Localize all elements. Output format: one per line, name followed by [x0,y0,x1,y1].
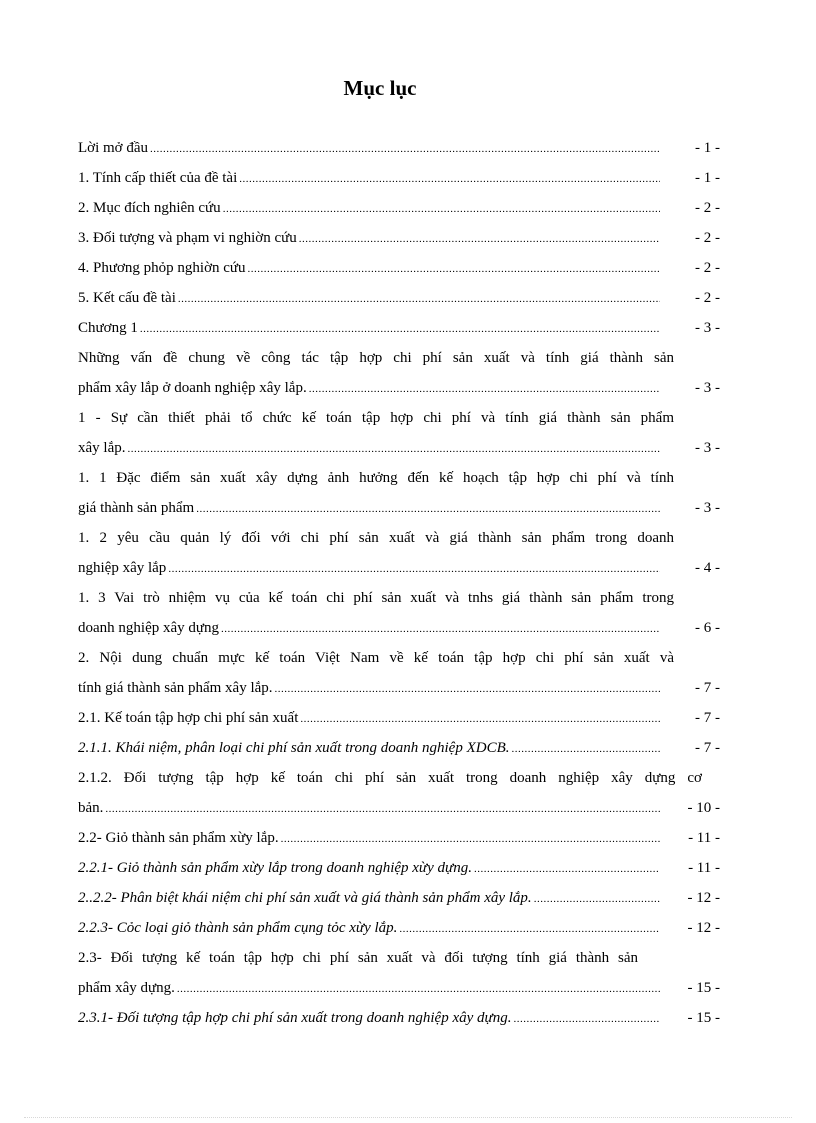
dot-leader [177,974,660,1004]
toc-entry[interactable] [78,913,720,943]
dot-leader [309,374,660,404]
page-title: Mục lục [343,76,417,100]
toc-entry-text: 2.1.1. Khái niệm, phân loại chi phí sản xuất trong doanh nghiệp XDCB. [78,740,510,756]
toc-page-number: - 3 - [695,440,720,456]
toc-entry-text: giá thành sản phẩm [78,500,195,516]
toc-entry-text: 4. Phương phỏp nghiờn cứu [78,260,246,276]
toc-entry-text: phẩm xây lắp ở doanh nghiệp xây lắp. [78,380,307,396]
toc-entry-text: bản. [78,800,104,816]
toc-entry-text: 1. 2 yêu cầu quản lý đối với chi phí sản xuất và giá thành sản phẩm trong doanh [78,530,674,546]
toc-page-number: - 4 - [695,560,720,576]
toc-entry-text: 2. Nội dung chuẩn mực kế toán Việt Nam về kế toán tập hợp chi phí sản xuất và [78,650,674,666]
toc-entry-text: 2..2.2- Phân biệt khái niệm chi phí sản xuất và giá thành sản phẩm xây lắp. [78,890,532,906]
toc-page-number: - 7 - [695,740,720,756]
dot-leader [239,164,660,194]
toc-entry-text: 3. Đối tượng và phạm vi nghiờn cứu [78,230,297,246]
toc-entry-text: Những vấn đề chung về công tác tập hợp chi phí sản xuất và tính giá thành sản [78,350,674,366]
dot-leader [275,674,660,704]
toc-entry[interactable] [78,973,720,1003]
toc-page-number: - 3 - [695,500,720,516]
toc-entry[interactable] [78,703,720,733]
toc-page-number: - 6 - [695,620,720,636]
toc-page-number: - 11 - [688,860,720,876]
toc-entry-text: 1. 3 Vai trò nhiệm vụ của kế toán chi phí sản xuất và tnhs giá thành sản phẩm trong [78,590,674,606]
toc-entry-text: Lời mở đầu [78,140,149,156]
dot-leader [399,914,660,944]
toc-entry[interactable] [78,673,720,703]
toc-page-number: - 2 - [695,260,720,276]
dot-leader [168,554,660,584]
toc-entry-line1[interactable] [78,343,720,373]
table-of-contents [78,133,720,1033]
toc-entry-line1[interactable] [78,583,720,613]
toc-entry[interactable] [78,1003,720,1033]
toc-entry[interactable] [78,793,720,823]
toc-page-number: - 12 - [687,920,720,936]
toc-entry[interactable] [78,493,720,523]
toc-page-number: - 1 - [695,140,720,156]
toc-entry[interactable] [78,883,720,913]
toc-page-number: - 2 - [695,230,720,246]
dot-leader [196,494,660,524]
dot-leader [299,224,660,254]
toc-entry-text: 2.2.3- Cỏc loại giỏ thành sản phẩm cụng tỏc xừy lắp. [78,920,398,936]
toc-entry-line1[interactable] [78,463,720,493]
toc-entry[interactable] [78,253,720,283]
toc-entry[interactable] [78,373,720,403]
toc-entry-text: 2.2- Giỏ thành sản phẩm xừy lắp. [78,830,279,846]
toc-entry-line1[interactable] [78,943,720,973]
toc-page-number: - 3 - [695,380,720,396]
dot-leader [512,734,660,764]
dot-leader [281,824,660,854]
toc-entry-line1[interactable] [78,403,720,433]
toc-entry-text: 2.1.2. Đối tượng tập hợp kế toán chi phí sản xuất trong doanh nghiệp xây dựng cơ [78,770,702,786]
toc-page-number: - 12 - [687,890,720,906]
toc-page-number: - 2 - [695,290,720,306]
toc-entry-line1[interactable] [78,643,720,673]
toc-entry-text: xây lắp. [78,440,126,456]
toc-page-number: - 15 - [687,980,720,996]
toc-entry-text: doanh nghiệp xây dựng [78,620,220,636]
toc-page-number: - 11 - [688,830,720,846]
toc-entry[interactable] [78,613,720,643]
toc-entry-text: Chương 1 [78,320,138,336]
toc-entry[interactable] [78,433,720,463]
toc-entry-text: 2. Mục đích nghiên cứu [78,200,221,216]
toc-entry-text: phẩm xây dựng. [78,980,175,996]
dot-leader [105,794,660,824]
toc-page-number: - 1 - [695,170,720,186]
dot-leader [248,254,660,284]
toc-entry-text: 1. 1 Đặc điểm sản xuất xây dựng ảnh hưởng đến kế hoạch tập hợp chi phí và tính [78,470,674,486]
toc-entry-text: nghiệp xây lắp [78,560,167,576]
dot-leader [150,134,660,164]
toc-entry[interactable] [78,823,720,853]
dot-leader [221,614,660,644]
toc-page-number: - 15 - [687,1010,720,1026]
toc-entry-text: 2.1. Kế toán tập hợp chi phí sản xuất [78,710,299,726]
toc-entry[interactable] [78,133,720,163]
toc-entry-text: 5. Kết cấu đề tài [78,290,176,306]
dot-leader [534,884,660,914]
toc-page-number: - 3 - [695,320,720,336]
toc-entry[interactable] [78,733,720,763]
toc-page-number: - 7 - [695,680,720,696]
toc-entry[interactable] [78,853,720,883]
toc-entry-text: 1. Tính cấp thiết của đề tài [78,170,238,186]
toc-entry-line1[interactable] [78,523,720,553]
toc-entry[interactable] [78,193,720,223]
toc-entry-text: 2.3.1- Đối tượng tập hợp chi phí sản xuất trong doanh nghiệp xây dựng. [78,1010,512,1026]
dot-leader [474,854,660,884]
dot-leader [127,434,660,464]
toc-entry-line1[interactable] [78,763,720,793]
toc-entry-text: 2.3- Đối tượng kế toán tập hợp chi phí sản xuất và đối tượng tính giá thành sản [78,950,638,966]
toc-entry[interactable] [78,313,720,343]
dot-leader [178,284,660,314]
toc-page-number: - 2 - [695,200,720,216]
toc-entry[interactable] [78,163,720,193]
toc-entry[interactable] [78,553,720,583]
toc-entry[interactable] [78,223,720,253]
dot-leader [513,1004,660,1034]
toc-entry-text: 1 - Sự cần thiết phải tổ chức kế toán tập hợp chi phí và tính giá thành sản phẩm [78,410,674,426]
toc-page-number: - 10 - [687,800,720,816]
dot-leader [140,314,660,344]
dot-leader [223,194,660,224]
toc-entry-text: tính giá thành sản phẩm xây lắp. [78,680,273,696]
toc-entry-text: 2.2.1- Giỏ thành sản phẩm xừy lắp trong doanh nghiệp xừy dựng. [78,860,472,876]
page-bottom-divider [24,1117,792,1118]
dot-leader [300,704,660,734]
toc-page-number: - 7 - [695,710,720,726]
toc-entry[interactable] [78,283,720,313]
